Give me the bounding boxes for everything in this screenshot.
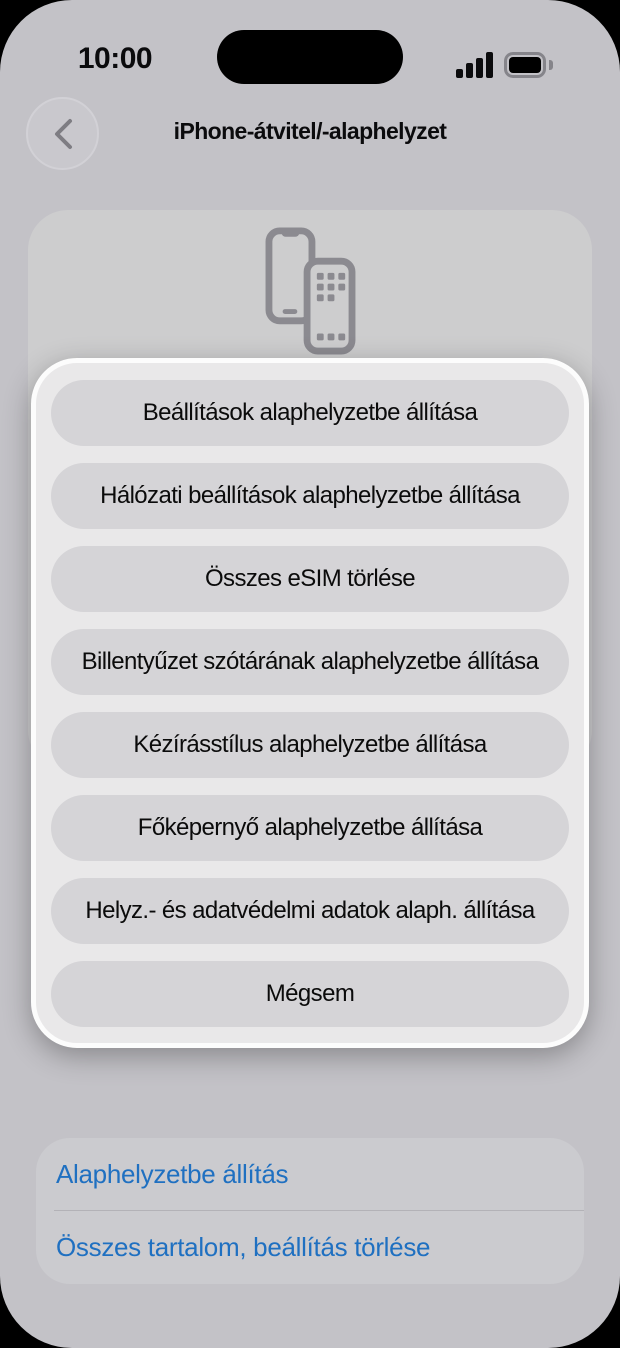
phone-transfer-icon — [264, 226, 356, 355]
signal-strength-icon — [456, 52, 494, 78]
dynamic-island — [217, 30, 403, 84]
battery-tip — [549, 60, 553, 70]
status-bar-time: 10:00 — [77, 42, 153, 75]
erase-all-content-link[interactable]: Összes tartalom, beállítás törlése — [56, 1232, 431, 1262]
page-title: iPhone-átvitel/-alaphelyzet — [173, 118, 447, 144]
cancel-button[interactable]: Mégsem — [51, 961, 569, 1027]
reset-keyboard-dictionary-button[interactable]: Billentyűzet szótárának alaphelyzetbe állítása — [51, 629, 569, 695]
reset-network-settings-button[interactable]: Hálózati beállítások alaphelyzetbe állítása — [51, 463, 569, 529]
reset-settings-button[interactable]: Beállítások alaphelyzetbe állítása — [51, 380, 569, 446]
reset-link[interactable]: Alaphelyzetbe állítás — [56, 1158, 289, 1189]
reset-location-privacy-button[interactable]: Helyz.- és adatvédelmi adatok alaph. állítása — [51, 878, 569, 944]
action-sheet — [31, 358, 589, 1048]
reset-home-screen-button[interactable]: Főképernyő alaphelyzetbe állítása — [51, 795, 569, 861]
reset-handwriting-style-button[interactable]: Kézírásstílus alaphelyzetbe állítása — [51, 712, 569, 778]
reset-links-card — [36, 1138, 584, 1284]
battery-icon — [504, 52, 546, 78]
erase-all-esims-button[interactable]: Összes eSIM törlése — [51, 546, 569, 612]
